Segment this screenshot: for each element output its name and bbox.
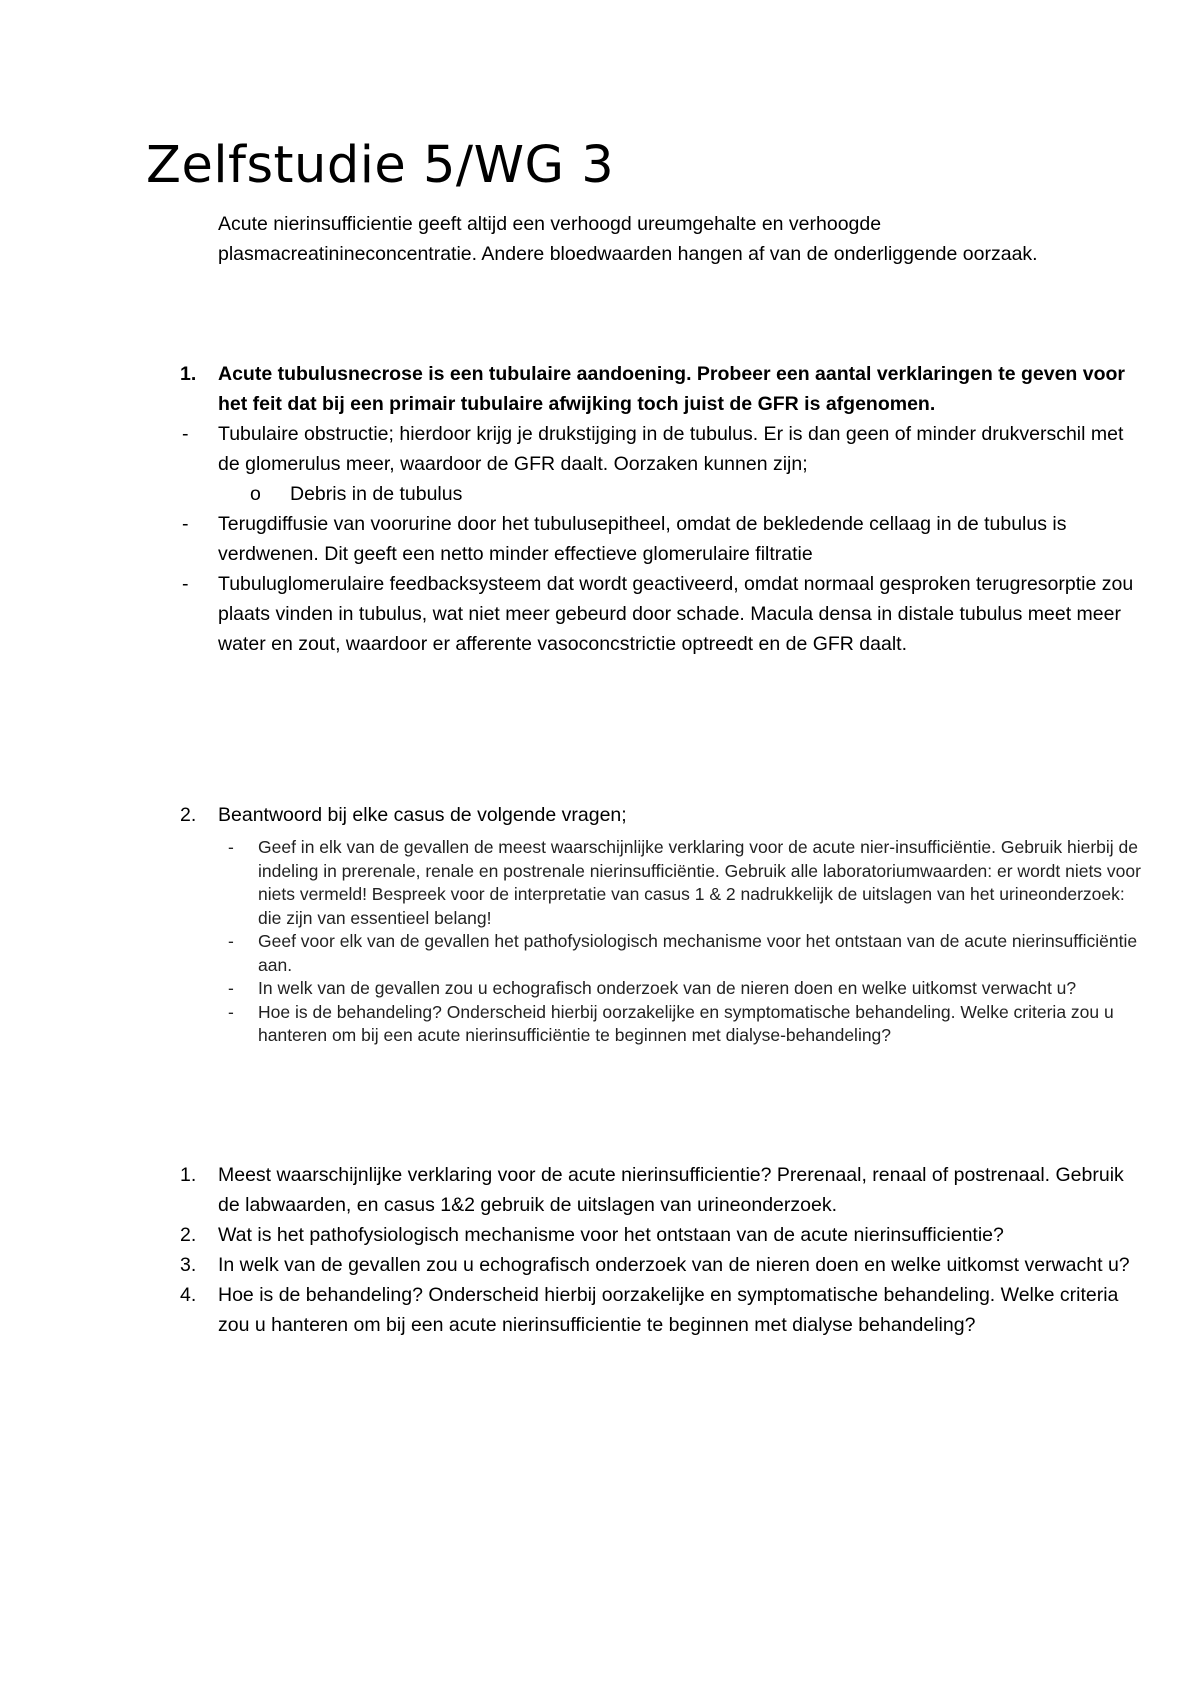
list-item-text: Wat is het pathofysiologisch mechanisme voor het ontstaan van de acute nierinsufficientie? bbox=[218, 1224, 1004, 1246]
question-1 bbox=[0, 359, 1150, 419]
bullet-text: In welk van de gevallen zou u echografisch onderzoek van de nieren doen en welke uitkomst verwacht u? bbox=[258, 978, 1077, 998]
intro-paragraph: Acute nierinsufficientie geeft altijd een verhoogd ureumgehalte en verhoogde plasmacreatinineconcentratie. Andere bloedwaarden hangen af van de onderliggende oorzaak. bbox=[218, 213, 1038, 265]
answer-item bbox=[0, 419, 1150, 479]
bullet-item bbox=[0, 1001, 1150, 1048]
answer-sub-item-text: Debris in de tubulus bbox=[290, 483, 463, 505]
dash-bullet: - bbox=[182, 423, 189, 445]
answer-text: Tubulaire obstructie; hierdoor krijg je drukstijging in de tubulus. Er is dan geen of minder drukverschil met de glomerulus meer, waardoor de GFR daalt. Oorzaken kunnen zijn; bbox=[218, 423, 1124, 475]
question-2 bbox=[0, 800, 1150, 830]
list-item bbox=[0, 1220, 1150, 1250]
list-item-text: Meest waarschijnlijke verklaring voor de acute nierinsufficientie? Prerenaal, renaal of postrenaal. Gebruik de labwaarden, en casus 1&2 gebruik de uitslagen van urineonderzoek. bbox=[218, 1164, 1124, 1216]
question-1-text: Acute tubulusnecrose is een tubulaire aandoening. Probeer een aantal verklaringen te geven voor het feit dat bij een primair tubulaire afwijking toch juist de GFR is afgenomen. bbox=[218, 363, 1126, 415]
answer-item bbox=[0, 509, 1150, 569]
question-list bbox=[0, 1160, 1150, 1340]
list-item bbox=[0, 1250, 1150, 1280]
question-1-section bbox=[0, 359, 1150, 659]
circle-bullet: o bbox=[250, 483, 261, 505]
bullet-item bbox=[0, 836, 1150, 930]
answer-text: Tubuluglomerulaire feedbacksysteem dat wordt geactiveerd, omdat normaal gesproken terugresorptie zou plaats vinden in tubulus, wat niet meer gebeurd door schade. Macula densa in distale tubulus meet meer water en zout, waardoor er afferente vasoconcstrictie optreedt en de GFR daalt. bbox=[218, 573, 1134, 655]
bullet-text: Geef in elk van de gevallen de meest waarschijnlijke verklaring voor de acute nier-insufficiëntie. Gebruik hierbij de indeling in prerenale, renale en postrenale nierinsufficiëntie. Gebruik alle laboratoriumwaarden: er wordt niets voor niets vermeld! Bespreek voor de interpretatie van casus 1 & 2 nadrukkelijk de uitslagen van het urineonderzoek: die zijn van essentieel belang! bbox=[258, 837, 1141, 928]
list-item-number: 3. bbox=[180, 1254, 197, 1276]
bullet-item bbox=[0, 977, 1150, 1001]
list-item bbox=[0, 1280, 1150, 1340]
list-item-number: 4. bbox=[180, 1284, 197, 1306]
dash-bullet: - bbox=[228, 837, 234, 857]
dash-bullet: - bbox=[228, 931, 234, 951]
dash-bullet: - bbox=[182, 513, 189, 535]
list-item-number: 2. bbox=[180, 1224, 197, 1246]
dash-bullet: - bbox=[182, 573, 189, 595]
answer-text: Terugdiffusie van voorurine door het tubulusepitheel, omdat de bekledende cellaag in de tubulus is verdwenen. Dit geeft een netto minder effectieve glomerulaire filtratie bbox=[218, 513, 1067, 565]
bullet-item bbox=[0, 930, 1150, 977]
dash-bullet: - bbox=[228, 1001, 234, 1022]
bullet-text: Geef voor elk van de gevallen het pathofysiologisch mechanisme voor het ontstaan van de acute nierinsufficiëntie aan. bbox=[258, 931, 1138, 975]
question-2-section bbox=[0, 800, 1150, 830]
question-2-number: 2. bbox=[180, 804, 197, 826]
list-item-number: 1. bbox=[180, 1164, 197, 1186]
answer-sub-item bbox=[0, 479, 1150, 509]
list-item-text: In welk van de gevallen zou u echografisch onderzoek van de nieren doen en welke uitkomst verwacht u? bbox=[218, 1254, 1130, 1276]
answer-item bbox=[0, 569, 1150, 659]
question-2-text: Beantwoord bij elke casus de volgende vragen; bbox=[218, 804, 627, 826]
question-2-bullets bbox=[0, 836, 1150, 1048]
bullet-text: Hoe is de behandeling? Onderscheid hierbij oorzakelijke en symptomatische behandeling. Welke criteria zou u hanteren om bij een acute nierinsufficiëntie te beginnen met dialyse-behandeling? bbox=[258, 1001, 1114, 1045]
question-1-number: 1. bbox=[180, 363, 197, 385]
dash-bullet: - bbox=[228, 978, 234, 998]
list-item-text: Hoe is de behandeling? Onderscheid hierbij oorzakelijke en symptomatische behandeling. Welke criteria zou u hanteren om bij een acute nierinsufficientie te beginnen met dialyse behandeling? bbox=[218, 1284, 1119, 1336]
list-item bbox=[0, 1160, 1150, 1220]
page-title: Zelfstudie 5/WG 3 bbox=[146, 136, 615, 195]
